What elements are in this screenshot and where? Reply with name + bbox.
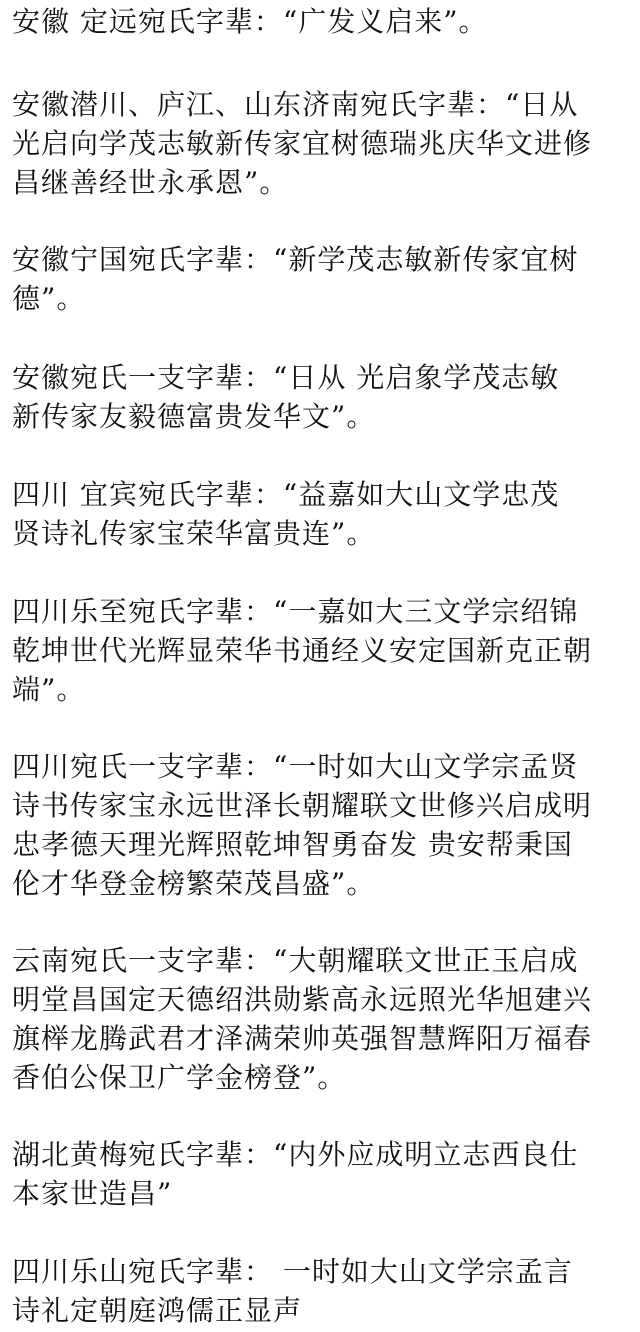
entry-anhui-branch — [12, 358, 559, 436]
entry-line: 明堂昌国定天德绍洪勋紫高永远照光华旭建兴 — [12, 983, 593, 1016]
entry-line: 端”。 — [12, 673, 86, 706]
entry-line: 旗榉龙腾武君才泽满荣帅英强智慧辉阳万福春 — [12, 1022, 593, 1055]
entry-line: 本家世造昌” — [12, 1177, 173, 1210]
entry-line: 昌继善经世永承恩”。 — [12, 166, 289, 199]
entry-line: 伦才华登金榜繁荣茂昌盛”。 — [12, 867, 376, 900]
entry-line: 乾坤世代光辉显荣华书通经义安定国新克正朝 — [12, 634, 593, 667]
entry-yunnan-branch — [12, 941, 592, 1097]
entry-sichuan-leshan — [12, 1252, 573, 1330]
entry-hubei-huangmei — [12, 1135, 578, 1213]
entry-line: 四川 宜宾宛氏字辈：“益嘉如大山文学忠茂 — [12, 478, 560, 511]
entry-sichuan-branch — [12, 747, 592, 903]
entry-line: 忠孝德天理光辉照乾坤智勇奋发 贵安帮秉国 — [12, 828, 573, 861]
entry-line: 诗礼定朝庭鸿儒正显声 — [12, 1294, 303, 1327]
entry-line: 安徽宁国宛氏字辈：“新学茂志敏新传家宜树 — [12, 243, 579, 276]
entry-line: 安徽 定远宛氏字辈：“广发义启来”。 — [12, 5, 488, 38]
entry-line: 湖北黄梅宛氏字辈：“内外应成明立志西良仕 — [12, 1138, 579, 1171]
entry-line: 光启向学茂志敏新传家宜树德瑞兆庆华文进修 — [12, 127, 593, 160]
entry-line: 四川乐山宛氏字辈： 一时如大山文学宗孟言 — [12, 1255, 573, 1288]
entry-line: 安徽宛氏一支字辈：“日从 光启象学茂志敏 — [12, 361, 560, 394]
entry-line: 香伯公保卫广学金榜登”。 — [12, 1061, 347, 1094]
entry-line: 安徽潜川、庐江、山东济南宛氏字辈：“日从 — [12, 88, 579, 121]
entry-anhui-dingyuan — [12, 2, 488, 41]
entry-line: 四川宛氏一支字辈：“一时如大山文学宗孟贤 — [12, 750, 579, 783]
entry-line: 诗书传家宝永远世泽长朝耀联文世修兴启成明 — [12, 789, 593, 822]
entry-line: 德”。 — [12, 282, 86, 315]
entry-line: 四川乐至宛氏字辈：“一嘉如大三文学宗绍锦 — [12, 595, 579, 628]
entry-anhui-ningguo — [12, 240, 578, 318]
entry-line: 云南宛氏一支字辈：“大朝耀联文世正玉启成 — [12, 944, 579, 977]
entry-sichuan-yibin — [12, 475, 559, 553]
entry-line: 新传家友毅德富贵发华文”。 — [12, 400, 376, 433]
entry-line: 贤诗礼传家宝荣华富贵连”。 — [12, 517, 376, 550]
entry-sichuan-lezhi — [12, 592, 592, 709]
entry-anhui-qianchuan — [12, 85, 592, 202]
